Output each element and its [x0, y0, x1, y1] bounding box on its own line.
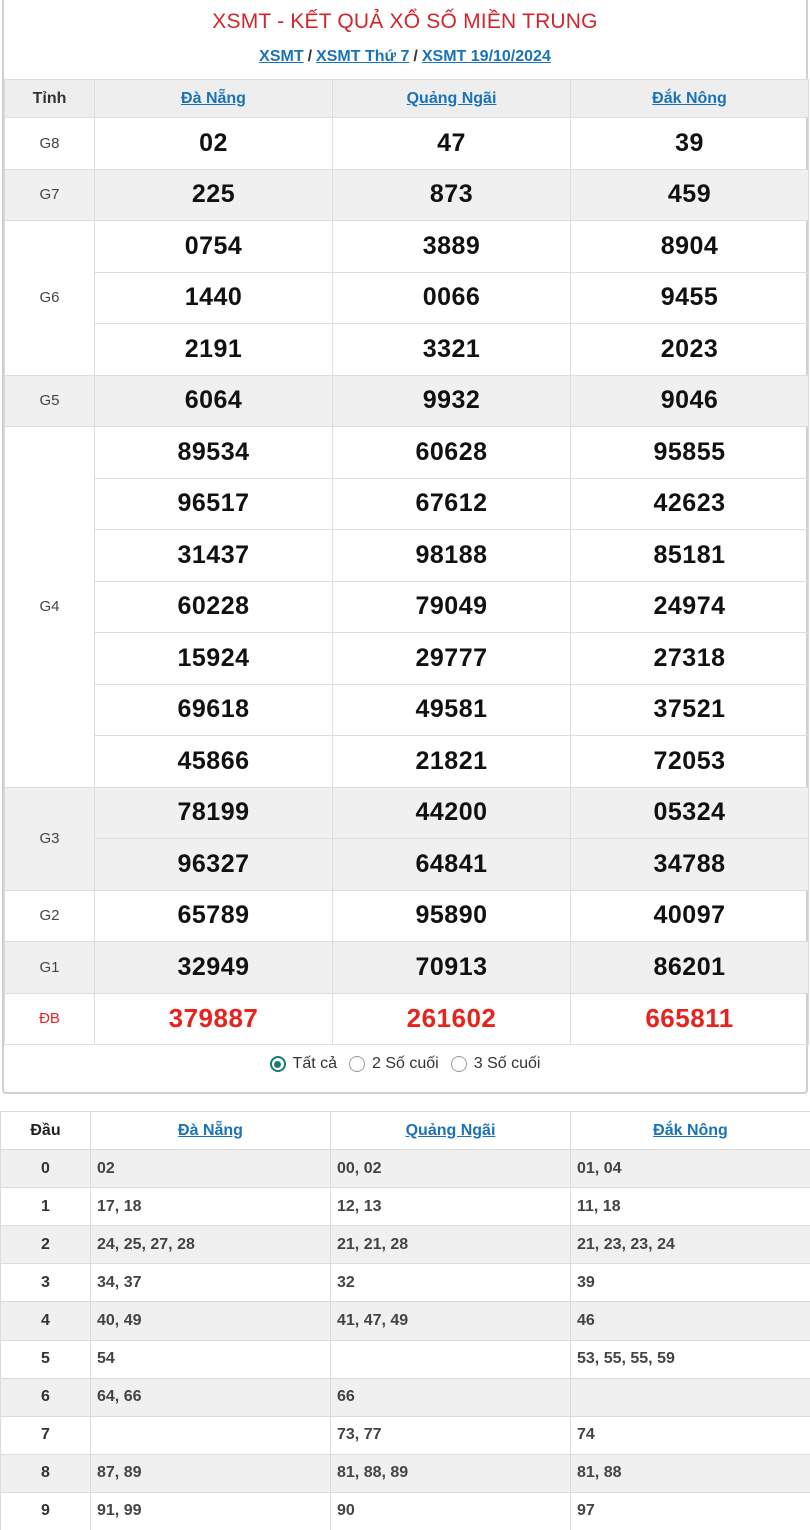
prize-number: 67612: [333, 478, 571, 530]
prize-number: 3889: [333, 221, 571, 273]
province-header: [331, 1112, 571, 1150]
province-header: [333, 80, 571, 118]
dau-values: 41, 47, 49: [331, 1302, 571, 1340]
dau-values: 53, 55, 55, 59: [571, 1340, 810, 1378]
prize-number: 89534: [95, 427, 333, 479]
prize-number: 873: [333, 169, 571, 221]
filter-option-label: 2 Số cuối: [372, 1055, 439, 1072]
prize-number: 3321: [333, 324, 571, 376]
prize-number: 85181: [571, 530, 809, 582]
prize-row: [5, 324, 809, 376]
dau-values: 54: [91, 1340, 331, 1378]
prize-number: 37521: [571, 684, 809, 736]
prize-row: [5, 993, 809, 1045]
dau-values: 01, 04: [571, 1150, 810, 1188]
prize-row: [5, 787, 809, 839]
dau-table: [0, 1111, 810, 1530]
dau-values: 73, 77: [331, 1416, 571, 1454]
province-header: [571, 1112, 810, 1150]
dau-values: 74: [571, 1416, 810, 1454]
filter-option-label: 3 Số cuối: [473, 1055, 541, 1072]
digit-filter: [4, 1055, 806, 1077]
dau-values: 81, 88: [571, 1454, 810, 1492]
filter-option-label: Tất cả: [292, 1055, 338, 1072]
prize-number: 21821: [333, 736, 571, 788]
prize-label: G2: [5, 890, 95, 942]
results-table: [4, 79, 809, 1045]
province-link[interactable]: Đà Nẵng: [178, 1121, 243, 1139]
prize-number: 60228: [95, 581, 333, 633]
prize-number: 78199: [95, 787, 333, 839]
prize-label: G6: [5, 221, 95, 376]
dau-values: 97: [571, 1492, 810, 1530]
prize-label: ĐB: [5, 993, 95, 1045]
prize-row: [5, 169, 809, 221]
prize-row: [5, 375, 809, 427]
dau-digit: 0: [1, 1150, 91, 1188]
dau-values: 11, 18: [571, 1188, 810, 1226]
prize-label: G4: [5, 427, 95, 788]
special-prize-number: 665811: [571, 993, 809, 1045]
prize-label: G8: [5, 118, 95, 170]
dau-digit: 6: [1, 1378, 91, 1416]
dau-row: [1, 1492, 810, 1530]
dau-digit: 9: [1, 1492, 91, 1530]
dau-row: [1, 1188, 810, 1226]
prize-number: 96517: [95, 478, 333, 530]
province-link[interactable]: Đắk Nông: [653, 1121, 728, 1139]
dau-header-row: [1, 1112, 810, 1150]
dau-digit: 7: [1, 1416, 91, 1454]
prize-label: G1: [5, 942, 95, 994]
radio-icon[interactable]: [451, 1056, 467, 1072]
prize-number: 0066: [333, 272, 571, 324]
prize-number: 29777: [333, 633, 571, 685]
prize-number: 40097: [571, 890, 809, 942]
prize-number: 45866: [95, 736, 333, 788]
breadcrumb-separator: /: [307, 48, 313, 65]
dau-values: [571, 1378, 810, 1416]
breadcrumb-separator: /: [413, 48, 418, 65]
dau-digit: 1: [1, 1188, 91, 1226]
prize-row: [5, 890, 809, 942]
radio-icon[interactable]: [349, 1056, 365, 1072]
prize-row: [5, 942, 809, 994]
prize-number: 96327: [95, 839, 333, 891]
prize-label: G7: [5, 169, 95, 221]
breadcrumb: [4, 48, 806, 66]
prize-number: 79049: [333, 581, 571, 633]
dau-values: 00, 02: [331, 1150, 571, 1188]
prize-number: 34788: [571, 839, 809, 891]
radio-icon[interactable]: [270, 1056, 286, 1072]
prize-number: 32949: [95, 942, 333, 994]
prize-number: 47: [333, 118, 571, 170]
prize-number: 72053: [571, 736, 809, 788]
dau-values: [331, 1340, 571, 1378]
prize-number: 2191: [95, 324, 333, 376]
prize-number: 98188: [333, 530, 571, 582]
prize-number: 15924: [95, 633, 333, 685]
dau-values: 90: [331, 1492, 571, 1530]
prize-number: 95855: [571, 427, 809, 479]
prize-row: [5, 530, 809, 582]
prize-number: 65789: [95, 890, 333, 942]
prize-number: 64841: [333, 839, 571, 891]
prize-number: 95890: [333, 890, 571, 942]
prize-number: 39: [571, 118, 809, 170]
prize-number: 9932: [333, 375, 571, 427]
prize-number: 27318: [571, 633, 809, 685]
dau-values: 24, 25, 27, 28: [91, 1226, 331, 1264]
filter-option[interactable]: [451, 1055, 541, 1073]
dau-digit: 3: [1, 1264, 91, 1302]
dau-values: 17, 18: [91, 1188, 331, 1226]
prize-row: [5, 839, 809, 891]
results-card: [2, 0, 808, 1094]
prize-row: [5, 478, 809, 530]
dau-row: [1, 1226, 810, 1264]
prize-row: [5, 272, 809, 324]
prize-number: 86201: [571, 942, 809, 994]
prize-number: 6064: [95, 375, 333, 427]
prize-number: 24974: [571, 581, 809, 633]
prize-label: G3: [5, 787, 95, 890]
dau-row: [1, 1454, 810, 1492]
prize-number: 459: [571, 169, 809, 221]
dau-row: [1, 1264, 810, 1302]
dau-row: [1, 1302, 810, 1340]
prize-number: 225: [95, 169, 333, 221]
prize-number: 1440: [95, 272, 333, 324]
breadcrumb-link-xsmt[interactable]: XSMT: [259, 48, 304, 65]
dau-digit: 5: [1, 1340, 91, 1378]
prize-label: G5: [5, 375, 95, 427]
special-prize-number: 261602: [333, 993, 571, 1045]
tinh-header: Tỉnh: [5, 80, 95, 118]
filter-option[interactable]: [349, 1055, 439, 1073]
dau-digit: 2: [1, 1226, 91, 1264]
special-prize-number: 379887: [95, 993, 333, 1045]
dau-values: 66: [331, 1378, 571, 1416]
prize-number: 42623: [571, 478, 809, 530]
dau-values: 40, 49: [91, 1302, 331, 1340]
dau-row: [1, 1416, 810, 1454]
prize-row: [5, 221, 809, 273]
prize-row: [5, 427, 809, 479]
page-title: XSMT - KẾT QUẢ XỔ SỐ MIỀN TRUNG: [212, 10, 598, 33]
prize-number: 0754: [95, 221, 333, 273]
province-header: [91, 1112, 331, 1150]
prize-row: [5, 633, 809, 685]
dau-values: 21, 23, 23, 24: [571, 1226, 810, 1264]
prize-number: 44200: [333, 787, 571, 839]
province-link[interactable]: Quảng Ngãi: [405, 1121, 496, 1139]
dau-values: 87, 89: [91, 1454, 331, 1492]
dau-values: 02: [91, 1150, 331, 1188]
dau-values: 39: [571, 1264, 810, 1302]
prize-number: 2023: [571, 324, 809, 376]
prize-number: 70913: [333, 942, 571, 994]
dau-row: [1, 1340, 810, 1378]
dau-row: [1, 1378, 810, 1416]
province-header: [95, 80, 333, 118]
dau-digit: 4: [1, 1302, 91, 1340]
prize-number: 69618: [95, 684, 333, 736]
dau-values: 81, 88, 89: [331, 1454, 571, 1492]
province-link[interactable]: Quảng Ngãi: [406, 89, 497, 107]
dau-values: 46: [571, 1302, 810, 1340]
results-header-row: [5, 80, 809, 118]
province-link[interactable]: Đà Nẵng: [181, 89, 246, 107]
prize-number: 49581: [333, 684, 571, 736]
dau-values: 12, 13: [331, 1188, 571, 1226]
breadcrumb-link-xsmt-date[interactable]: XSMT 19/10/2024: [421, 48, 551, 65]
dau-values: 91, 99: [91, 1492, 331, 1530]
prize-row: [5, 736, 809, 788]
prize-row: [5, 118, 809, 170]
dau-values: 32: [331, 1264, 571, 1302]
prize-number: 02: [95, 118, 333, 170]
prize-number: 9046: [571, 375, 809, 427]
dau-digit: 8: [1, 1454, 91, 1492]
prize-number: 05324: [571, 787, 809, 839]
dau-row: [1, 1150, 810, 1188]
prize-number: 31437: [95, 530, 333, 582]
filter-option[interactable]: [270, 1055, 337, 1073]
dau-values: 34, 37: [91, 1264, 331, 1302]
prize-row: [5, 581, 809, 633]
prize-number: 9455: [571, 272, 809, 324]
province-header: [571, 80, 809, 118]
dau-header: Đầu: [1, 1112, 91, 1150]
dau-values: 21, 21, 28: [331, 1226, 571, 1264]
dau-values: 64, 66: [91, 1378, 331, 1416]
prize-number: 60628: [333, 427, 571, 479]
dau-values: [91, 1416, 331, 1454]
province-link[interactable]: Đắk Nông: [652, 89, 727, 107]
breadcrumb-link-xsmt-thu-7[interactable]: XSMT Thứ 7: [316, 48, 410, 65]
prize-row: [5, 684, 809, 736]
prize-number: 8904: [571, 221, 809, 273]
